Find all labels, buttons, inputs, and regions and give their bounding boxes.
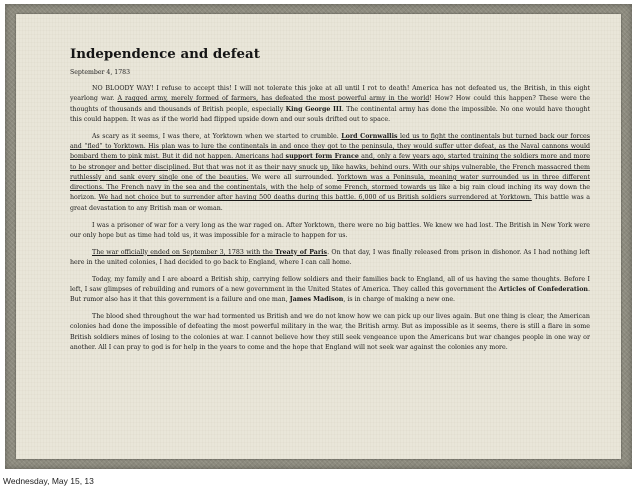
- text-run: led us to fight the continentals but turned back our forces and “fled” to Yorktown. His plan was to lure the continentals in and once they got to the peninsula, they would suffer utter defeat, as the Naval cannons would bombard them to pink mist. But it did not happen. Americans had: [70, 132, 590, 161]
- text-run: Today, my family and I are aboard a British ship, carrying fellow soldiers and their families back to England, all of us having the same thoughts. Before I left, I saw glimpses of rebuilding and rumors of a new government in the United States of America. They called this government the: [70, 275, 590, 294]
- text-run: I was a prisoner of war for a very long as the war raged on. After Yorktown, there were no big battles. We knew we had lost. The British in New York were our only hope but as time had told us, it was impossible for a miracle to happen for us.: [70, 221, 590, 239]
- text-run: and, only a few years ago, started training the soldiers more and more to be stronger and better disciplined. But that was not it as their navy snuck up, like hawks, behind ours. With our ships vulnerable, the French massacred them ruthlessly and sank every single one of the beauties.: [70, 153, 591, 181]
- emphasized-term: Treaty of Paris: [275, 248, 328, 256]
- document-body: [70, 84, 590, 360]
- text-run: We were all surrounded.: [248, 173, 338, 181]
- text-run: . But rumor also has it that this government is a failure and one man,: [70, 286, 590, 304]
- body-paragraph: [70, 132, 590, 214]
- body-paragraph: [70, 275, 590, 306]
- text-run: , is in charge of making a new one.: [343, 296, 456, 304]
- text-run: Yorktown was a Peninsula, meaning water surrounded us in three different directions. The French navy in the sea and the continentals, with the help of some French, stormed towards us: [70, 173, 590, 192]
- emphasized-term: King George III: [285, 105, 342, 113]
- emphasized-term: James Madison: [289, 296, 344, 304]
- text-run: . On that day, I was finally released from prison in dishonor. As I had nothing left here in the united colonies, I had decided to go back to England, where I can call home.: [70, 248, 590, 266]
- emphasized-term: Lord Cornwallis: [341, 132, 398, 140]
- footer-timestamp: Wednesday, May 15, 13: [3, 476, 94, 486]
- body-paragraph: [70, 248, 590, 269]
- text-run: The blood shed throughout the war had tormented us British and we do not know how we can pick up our lives again. But one thing is clear, the American colonies had done the impossible of defeating the most powerful military in the war, the British army. But as impossible as it seems, there is still a flare in some British soldiers mines of losing to the colonies at war. I cannot believe how they still seek vengeance upon the Americans but war changes people in one way or another. All I can pray to god is for help in the years to come and the hope that England will not seek war against the colonies any more.: [70, 313, 590, 352]
- text-run: . The continental army has done the impossible. No one would have thought this could happen. It was as if the world had flipped upside down and our souls drifted out to space.: [70, 105, 590, 123]
- text-run: As scary as it seems, I was there, at Yorktown when we started to crumble.: [92, 132, 342, 140]
- text-run: The war officially ended on September 3, 1783 with the: [92, 248, 276, 256]
- text-run: ! How? How could this happen? These were the thoughts of thousands and thousands of British people, especially: [70, 95, 590, 113]
- text-run: NO BLOODY WAY! I refuse to accept this! I will not tolerate this joke at all until I rot to death! America has not defeated us, the British, in this eight yearlong war.: [70, 85, 590, 103]
- text-run: A ragged army, merely formed of farmers, has defeated the most powerful army in the world: [117, 95, 430, 103]
- document-date: September 4, 1783: [70, 69, 131, 76]
- body-paragraph: [70, 221, 590, 242]
- emphasized-term: support form France: [285, 153, 359, 161]
- document-title: Independence and defeat: [70, 46, 260, 62]
- text-run: like a big rain cloud inching its way down the horizon.: [70, 184, 590, 202]
- text-run: We had not choice but to surrender after having 500 deaths during this battle. 6,000 of us British soldiers surrendered at Yorktown.: [98, 194, 532, 202]
- body-paragraph: [70, 84, 590, 125]
- text-run: This battle was a great devastation to any British man or woman.: [70, 194, 590, 212]
- body-paragraph: [70, 312, 590, 353]
- slide-frame: [5, 4, 632, 469]
- emphasized-term: Articles of Confederation: [498, 286, 588, 294]
- paper-page: [16, 14, 621, 459]
